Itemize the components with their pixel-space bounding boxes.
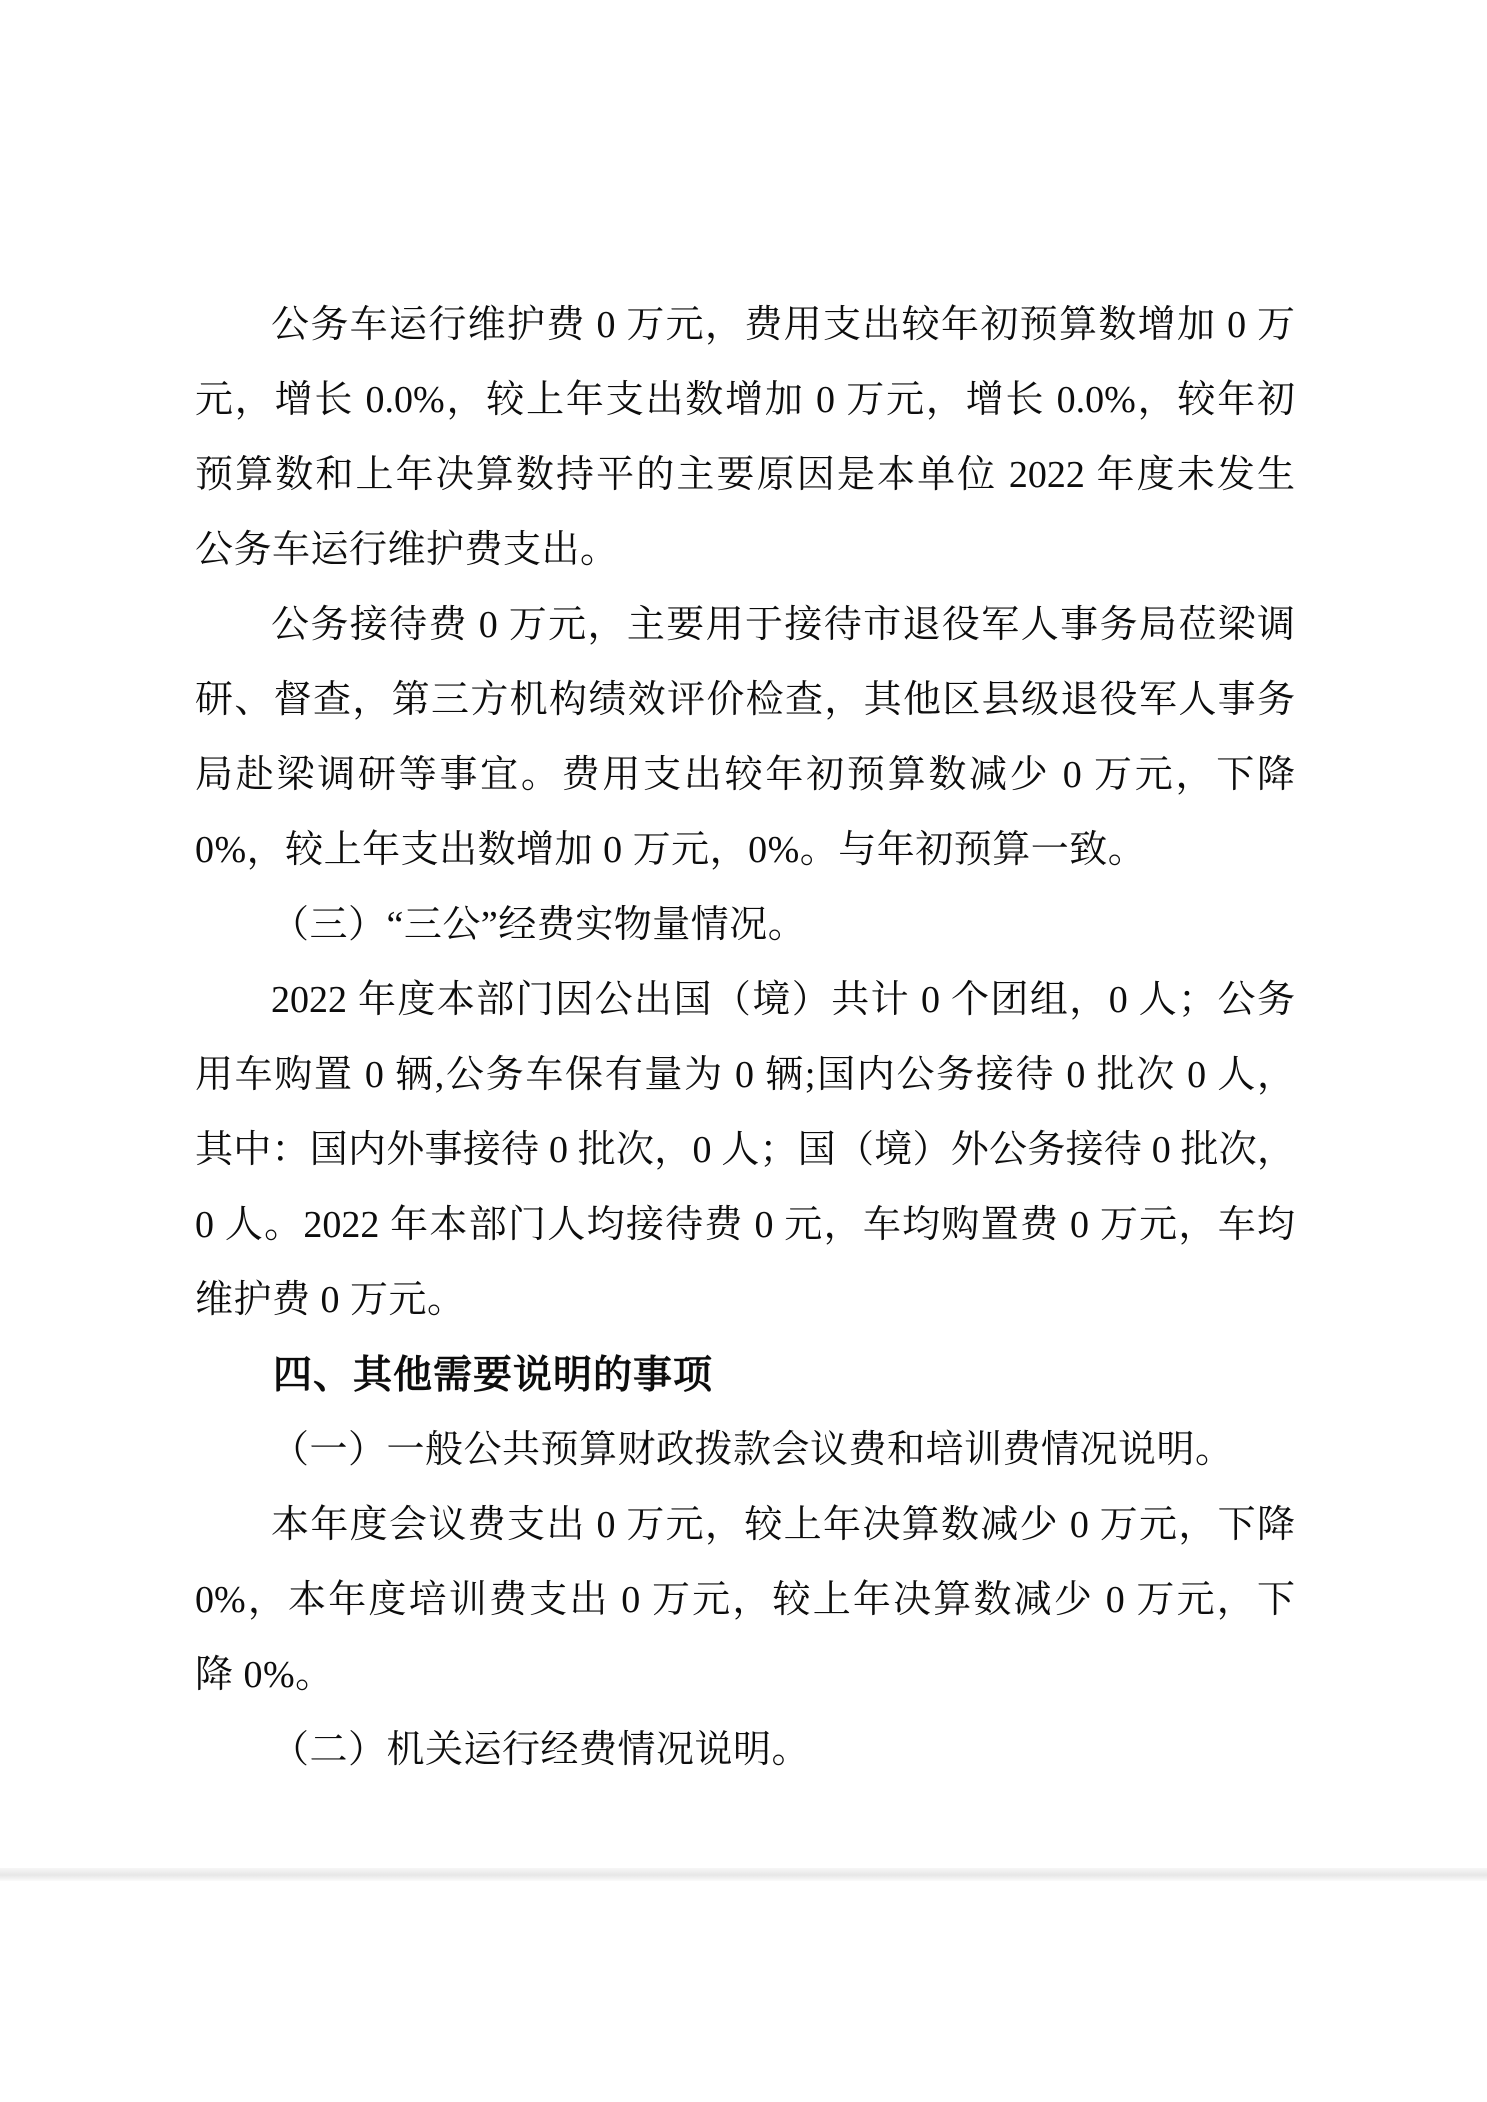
document-text-block [195, 288, 1295, 1788]
body-line: 公务车运行维护费 0 万元，费用支出较年初预算数增加 0 万 [271, 304, 1295, 346]
subsection-heading: （三）“三公”经费实物量情况。 [271, 904, 807, 946]
subsection-heading: （一）一般公共预算财政拨款会议费和培训费情况说明。 [271, 1429, 1234, 1471]
body-line: 研、督查，第三方机构绩效评价检查，其他区县级退役军人事务 [195, 679, 1295, 721]
body-line: 降 0%。 [195, 1654, 334, 1696]
body-line: 局赴梁调研等事宜。费用支出较年初预算数减少 0 万元，下降 [195, 754, 1295, 796]
body-line: 公务接待费 0 万元，主要用于接待市退役军人事务局莅梁调 [271, 604, 1295, 646]
body-line: 本年度会议费支出 0 万元，较上年决算数减少 0 万元，下降 [271, 1504, 1295, 1546]
body-line: 维护费 0 万元。 [195, 1279, 466, 1321]
body-line: 公务车运行维护费支出。 [195, 529, 619, 571]
body-line: 0%，较上年支出数增加 0 万元，0%。与年初预算一致。 [195, 829, 1147, 871]
body-line: 0%，本年度培训费支出 0 万元，较上年决算数减少 0 万元，下 [195, 1579, 1295, 1621]
subsection-heading: （二）机关运行经费情况说明。 [271, 1729, 811, 1771]
body-line: 2022 年度本部门因公出国（境）共计 0 个团组，0 人；公务 [271, 979, 1295, 1021]
body-line: 预算数和上年决算数持平的主要原因是本单位 2022 年度未发生 [195, 454, 1295, 496]
body-line: 其中：国内外事接待 0 批次，0 人；国（境）外公务接待 0 批次， [195, 1129, 1295, 1171]
scan-artifact-divider [0, 1868, 1487, 1881]
body-line: 用车购置 0 辆,公务车保有量为 0 辆;国内公务接待 0 批次 0 人， [195, 1054, 1295, 1096]
section-heading: 四、其他需要说明的事项 [273, 1354, 714, 1397]
body-line: 元，增长 0.0%，较上年支出数增加 0 万元，增长 0.0%，较年初 [195, 379, 1295, 421]
body-line: 0 人。2022 年本部门人均接待费 0 元，车均购置费 0 万元，车均 [195, 1204, 1295, 1246]
